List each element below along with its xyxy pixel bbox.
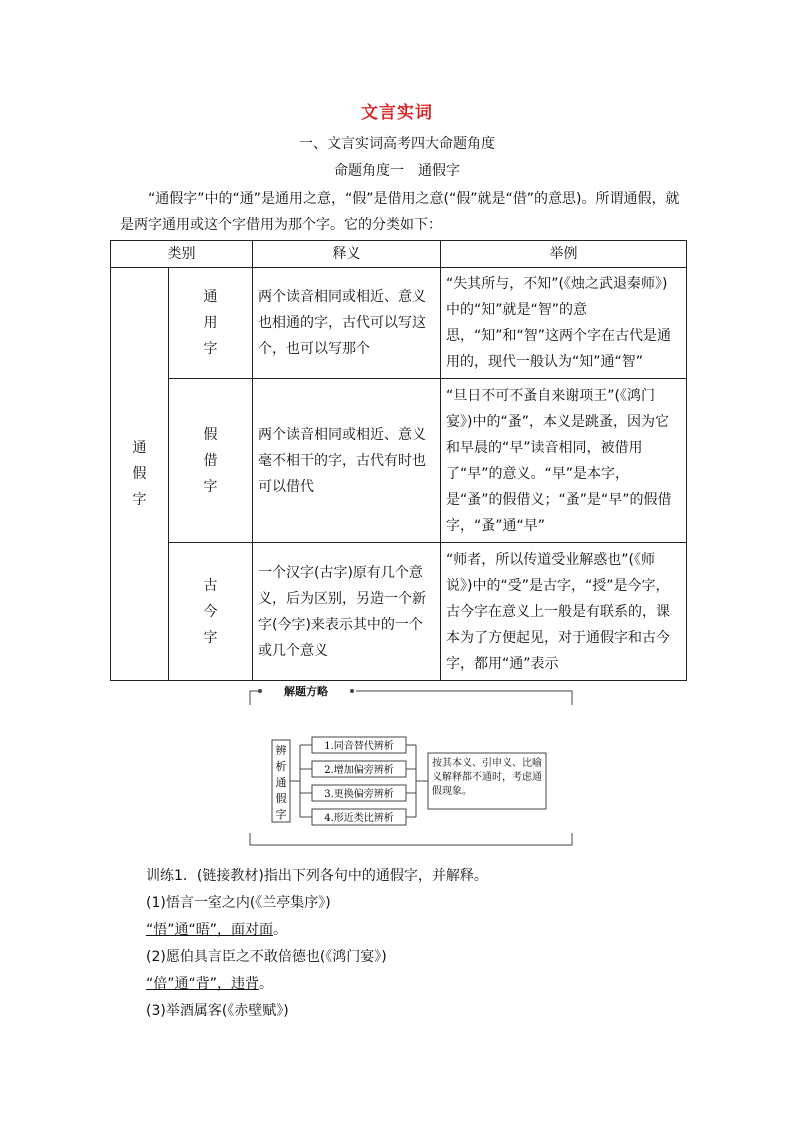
answer-2-part: “倍”通“背” xyxy=(146,976,218,992)
type-char: 用 xyxy=(203,315,218,331)
group-char: 假 xyxy=(132,466,147,482)
tongjia-table xyxy=(110,240,687,681)
strategy-header: 解题方略 xyxy=(284,685,328,698)
meaning-cell: 两个读音相同或相近、意义也相通的字，古代可以写这个，也可以写那个 xyxy=(253,268,441,379)
example-cell: “旦日不可不蚤自来谢项王”(《鸿门宴》)中的“蚤”，本义是跳蚤，因为它和早晨的“早”读音相同，被借用了“早”的意义。“早”是本字，是“蚤”的假借义；“蚤”是“早”的假借字，“蚤”通“早” xyxy=(441,379,687,543)
question-1: (1)悟言一室之内(《兰亭集序》) xyxy=(146,895,331,911)
strategy-item: 1.同音替代辨析 xyxy=(324,741,394,752)
table-header-row xyxy=(111,241,687,268)
question-3: (3)举酒属客(《赤壁赋》) xyxy=(146,1003,289,1019)
example-cell: “失其所与，不知”(《烛之武退秦师》)中的“知”就是“智”的意思，“知”和“智”这两个字在古代是通用的，现代一般认为“知”通“智” xyxy=(441,268,687,379)
training-prompt: 训练1．(链接教材)指出下列各句中的通假字，并解释。 xyxy=(146,868,488,884)
frame-dot-icon xyxy=(350,689,354,693)
type-char: 假 xyxy=(203,426,218,443)
strategy-item: 4.形近类比辨析 xyxy=(324,813,394,824)
answer-2-part: ，违背 xyxy=(217,976,260,992)
meaning-cell: 两个读音相同或相近、意义毫不相干的字，古代有时也可以借代 xyxy=(253,379,441,543)
intro-paragraph: “通假字”中的“通”是通用之意，“假”是借用之意(“假”就是“借”的意思)。所谓通假，就是两字通用或这个字借用为那个字。它的分类如下： xyxy=(120,191,680,233)
table-row xyxy=(111,543,687,681)
group-cell xyxy=(111,268,169,681)
root-char: 假 xyxy=(275,792,287,805)
example-cell: “师者，所以传道受业解惑也”(《师说》)中的“受”是古字，“授”是今字，古今字在意义上一般是有联系的，课本为了方便起见，对于通假字和古今字，都用“通”表示 xyxy=(441,543,687,681)
angle-heading: 命题角度一 通假字 xyxy=(334,163,460,179)
root-char: 辨 xyxy=(275,744,287,757)
type-char: 字 xyxy=(203,341,218,357)
meaning-cell: 一个汉字(古字)原有几个意义，后为区别，另造一个新字(今字)来表示其中的一个或几个意义 xyxy=(253,543,441,681)
type-cell xyxy=(169,543,253,681)
type-char: 今 xyxy=(203,603,218,620)
header-category: 类别 xyxy=(111,241,253,268)
answer-1-part: ，面对面 xyxy=(217,922,274,938)
strategy-item: 2.增加偏旁辨析 xyxy=(324,765,394,776)
strategy-diagram xyxy=(248,683,574,849)
type-char: 通 xyxy=(203,289,218,305)
root-char: 析 xyxy=(275,760,287,773)
page-title: 文言实词 xyxy=(361,103,433,123)
type-char: 借 xyxy=(203,452,218,469)
group-char: 字 xyxy=(132,492,147,508)
header-example: 举例 xyxy=(441,241,687,268)
type-char: 古 xyxy=(203,577,218,594)
root-char: 通 xyxy=(275,776,287,789)
answer-2 xyxy=(146,973,273,993)
group-char: 通 xyxy=(132,440,147,456)
question-2: (2)愿伯具言臣之不敢倍德也(《鸿门宴》) xyxy=(146,949,387,965)
type-char: 字 xyxy=(203,478,218,495)
strategy-conclusion: 按其本义、引申义、比喻义解释都不通时，考虑通假现象。 xyxy=(432,758,542,797)
type-char: 字 xyxy=(203,629,218,646)
type-cell xyxy=(169,379,253,543)
type-cell xyxy=(169,268,253,379)
table-row xyxy=(111,268,687,379)
answer-1-part: “悟”通“晤” xyxy=(146,922,218,938)
answer-2-part: 。 xyxy=(259,976,274,992)
root-char: 字 xyxy=(275,808,287,821)
section-heading: 一、文言实词高考四大命题角度 xyxy=(299,136,495,152)
frame-dot-icon xyxy=(258,689,262,693)
strategy-item: 3.更换偏旁辨析 xyxy=(324,789,394,800)
answer-1 xyxy=(146,919,287,939)
table-row xyxy=(111,379,687,543)
answer-1-part: 。 xyxy=(273,922,288,938)
header-meaning: 释义 xyxy=(253,241,441,268)
